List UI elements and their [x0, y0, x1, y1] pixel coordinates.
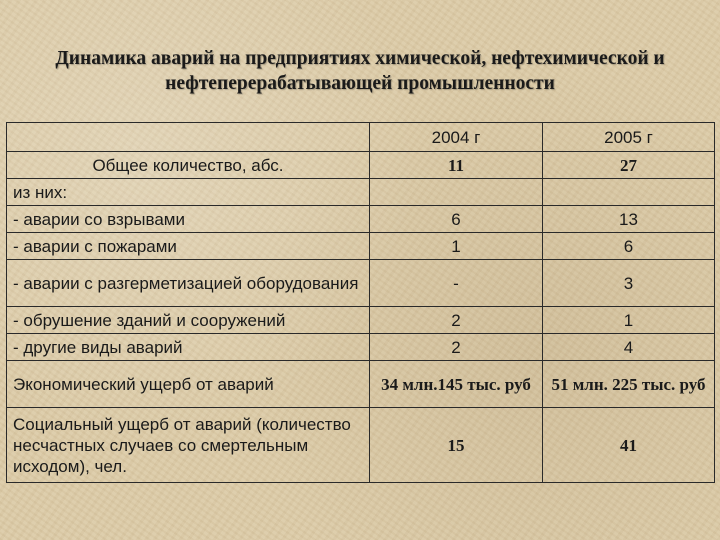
- header-cell-2004: 2004 г: [370, 123, 543, 152]
- row-value-2005: 6: [543, 233, 715, 260]
- page-title-line-2: нефтеперерабатывающей промышленности: [165, 73, 555, 94]
- row-value-2004: 11: [370, 152, 543, 179]
- table-row: [7, 260, 715, 307]
- table-row: [7, 206, 715, 233]
- row-value-2005: [543, 179, 715, 206]
- row-label: Экономический ущерб от аварий: [7, 361, 370, 408]
- row-value-2005: 4: [543, 334, 715, 361]
- row-value-2004: 2: [370, 334, 543, 361]
- row-value-2005: 13: [543, 206, 715, 233]
- row-value-2004: 2: [370, 307, 543, 334]
- row-label: - другие виды аварий: [7, 334, 370, 361]
- row-label: - аварии с разгерметизацией оборудования: [7, 260, 370, 307]
- row-label: Социальный ущерб от аварий (количество несчастных случаев со смертельным исходом), чел.: [7, 408, 370, 483]
- table-row: [7, 179, 715, 206]
- row-label: из них:: [7, 179, 370, 206]
- row-value-2005: 3: [543, 260, 715, 307]
- table-row: [7, 408, 715, 483]
- row-label: - аварии со взрывами: [7, 206, 370, 233]
- row-value-2004: -: [370, 260, 543, 307]
- table-row: [7, 307, 715, 334]
- table-header-row: [7, 123, 715, 152]
- header-cell-empty: [7, 123, 370, 152]
- row-value-2005: 41: [543, 408, 715, 483]
- row-value-2004: 1: [370, 233, 543, 260]
- page-title: [0, 46, 720, 96]
- row-value-2004: 34 млн.145 тыс. руб: [370, 361, 543, 408]
- row-label: - аварии с пожарами: [7, 233, 370, 260]
- row-label: Общее количество, абс.: [7, 152, 370, 179]
- table-row: [7, 233, 715, 260]
- header-cell-2005: 2005 г: [543, 123, 715, 152]
- row-value-2005: 1: [543, 307, 715, 334]
- page-title-line-1: Динамика аварий на предприятиях химической, нефтехимической и: [55, 48, 665, 69]
- row-value-2004: [370, 179, 543, 206]
- row-value-2005: 51 млн. 225 тыс. руб: [543, 361, 715, 408]
- row-value-2005: 27: [543, 152, 715, 179]
- row-value-2004: 15: [370, 408, 543, 483]
- accident-statistics-table: [6, 122, 715, 483]
- row-label: - обрушение зданий и сооружений: [7, 307, 370, 334]
- table-row: [7, 334, 715, 361]
- table-row: [7, 152, 715, 179]
- table-row: [7, 361, 715, 408]
- row-value-2004: 6: [370, 206, 543, 233]
